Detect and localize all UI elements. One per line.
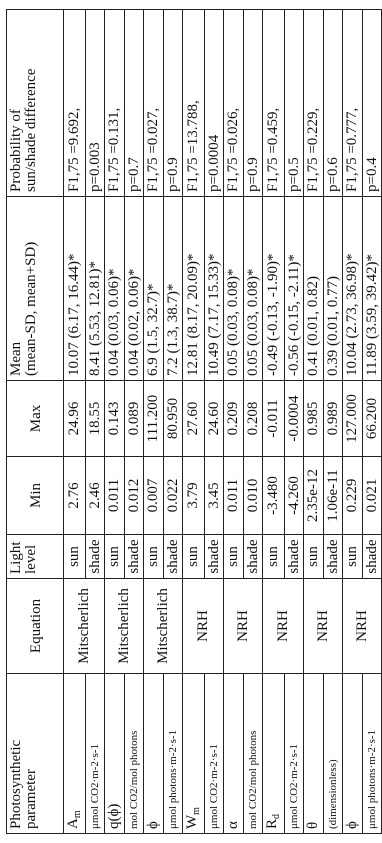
probability-f-stat: F1,75 =0.777, (343, 10, 363, 197)
header-row (7, 10, 64, 834)
min-value: 2.46 (86, 457, 105, 535)
min-value: 2.35e-12 (304, 457, 324, 535)
min-value: 0.010 (244, 457, 263, 535)
table-row (164, 10, 183, 834)
parameter-symbol (224, 674, 244, 834)
table-row (224, 10, 244, 834)
mean-value: 6.9 (1.5, 32.7)* (144, 197, 164, 381)
parameter-unit: mol CO2/mol photons (244, 674, 263, 834)
parameter-symbol-text: ϕ (344, 821, 360, 829)
parameter-symbol (105, 674, 125, 834)
light-level-shade: shade (86, 535, 105, 579)
mean-value: 0.39 (0.01, 0.77) (324, 197, 343, 381)
header-mean-line1: Mean (8, 341, 24, 376)
probability-p-value: p=0.9 (164, 10, 183, 197)
parameter-unit: μmol photons·m-2·s-1 (164, 674, 183, 834)
probability-p-value: p=0.5 (285, 10, 304, 197)
probability-f-stat: F1,75 =0.131, (105, 10, 125, 197)
parameter-unit: μmol photons·m-2·s-1 (363, 674, 382, 834)
header-parameter (7, 674, 64, 834)
header-parameter-line1: Photosynthetic (8, 739, 24, 829)
table-row (285, 10, 304, 834)
mean-value: 12.81 (8.17, 20.09)* (183, 197, 205, 381)
probability-p-value: p=0.4 (363, 10, 382, 197)
min-value: 0.021 (363, 457, 382, 535)
light-level-sun: sun (263, 535, 285, 579)
header-light-level (7, 535, 64, 579)
parameter-symbol-text: q(ϕ) (106, 803, 122, 829)
light-level-shade: shade (244, 535, 263, 579)
table-row (304, 10, 324, 834)
probability-f-stat: F1,75 =13.788, (183, 10, 205, 197)
min-value: 3.45 (205, 457, 224, 535)
mean-value: 10.07 (6.17, 16.44)* (64, 197, 86, 381)
parameter-unit: μmol CO2·m-2·s-1 (285, 674, 304, 834)
max-value: 24.96 (64, 381, 86, 457)
light-level-shade: shade (324, 535, 343, 579)
probability-p-value: p=0.0004 (205, 10, 224, 197)
header-probability (7, 10, 64, 197)
table-row (324, 10, 343, 834)
header-parameter-line2: parameter (23, 769, 39, 829)
max-value: 0.143 (105, 381, 125, 457)
parameter-symbol (144, 674, 164, 834)
mean-value: 7.2 (1.3, 38.7)* (164, 197, 183, 381)
light-level-sun: sun (343, 535, 363, 579)
probability-f-stat: F1,75 =0.027, (144, 10, 164, 197)
parameter-symbol (304, 674, 324, 834)
parameter-symbol-text: W (184, 814, 200, 829)
parameter-symbol (183, 674, 205, 834)
max-value: 127.000 (343, 381, 363, 457)
mean-value: -0.56 (-0.15, -2.11)* (285, 197, 304, 381)
max-value: 66.200 (363, 381, 382, 457)
light-level-sun: sun (64, 535, 86, 579)
table-row (183, 10, 205, 834)
table-row (86, 10, 105, 834)
parameter-symbol-text: ϕ (145, 821, 161, 829)
parameter-subscript: m (191, 807, 202, 815)
max-value: 24.60 (205, 381, 224, 457)
equation-cell: NRH (224, 579, 263, 674)
parameter-subscript: d (271, 813, 282, 819)
table-row (244, 10, 263, 834)
parameter-symbol (343, 674, 363, 834)
equation-cell: NRH (343, 579, 382, 674)
equation-cell: Mitscherlich (144, 579, 183, 674)
mean-value: 0.05 (0.03, 0.08)* (244, 197, 263, 381)
header-light-line2: level (23, 544, 39, 574)
mean-value: -0.49 (-0.13, -1.90)* (263, 197, 285, 381)
light-level-shade: shade (164, 535, 183, 579)
max-value: 18.55 (86, 381, 105, 457)
parameter-unit: mol CO2/mol photons (125, 674, 144, 834)
probability-f-stat: F1,75 =0.459, (263, 10, 285, 197)
table-row (64, 10, 86, 834)
table-row (263, 10, 285, 834)
mean-value: 10.49 (7.17, 15.33)* (205, 197, 224, 381)
min-value: 1.06e-11 (324, 457, 343, 535)
light-level-sun: sun (144, 535, 164, 579)
mean-value: 0.05 (0.03, 0.08)* (224, 197, 244, 381)
max-value: 27.60 (183, 381, 205, 457)
equation-cell: Mitscherlich (64, 579, 105, 674)
max-value: 0.208 (244, 381, 263, 457)
min-value: 0.011 (105, 457, 125, 535)
light-level-shade: shade (285, 535, 304, 579)
min-value: 0.011 (224, 457, 244, 535)
header-prob-line2: sun/shade difference (23, 68, 39, 192)
header-prob-line1: Probability of (8, 109, 24, 192)
parameter-symbol (263, 674, 285, 834)
header-mean (7, 197, 64, 381)
max-value: 0.985 (304, 381, 324, 457)
header-mean-line2: (mean-SD, mean+SD) (23, 241, 39, 376)
probability-f-stat: F1,75 =0.026, (224, 10, 244, 197)
light-level-sun: sun (304, 535, 324, 579)
light-level-shade: shade (205, 535, 224, 579)
mean-value: 11.89 (3.59, 39.42)* (363, 197, 382, 381)
light-level-sun: sun (224, 535, 244, 579)
mean-value: 10.04 (2.73, 36.98)* (343, 197, 363, 381)
light-level-shade: shade (125, 535, 144, 579)
max-value: -0.0004 (285, 381, 304, 457)
equation-cell: NRH (304, 579, 343, 674)
mean-value: 0.04 (0.03, 0.06)* (105, 197, 125, 381)
parameter-symbol-text: θ (305, 821, 321, 829)
mean-value: 0.04 (0.02, 0.06)* (125, 197, 144, 381)
equation-cell: Mitscherlich (105, 579, 144, 674)
equation-cell: NRH (183, 579, 224, 674)
probability-p-value: p=0.003 (86, 10, 105, 197)
parameter-unit: μmol CO2·m-2·s-1 (205, 674, 224, 834)
probability-p-value: p=0.7 (125, 10, 144, 197)
min-value: -4.260 (285, 457, 304, 535)
min-value: 0.229 (343, 457, 363, 535)
max-value: 0.989 (324, 381, 343, 457)
table-row (363, 10, 382, 834)
probability-p-value: p=0.9 (244, 10, 263, 197)
header-equation: Equation (7, 579, 64, 674)
min-value: 0.007 (144, 457, 164, 535)
table-row (125, 10, 144, 834)
table-row (205, 10, 224, 834)
mean-value: 8.41 (5.53, 12.81)* (86, 197, 105, 381)
parameter-symbol (64, 674, 86, 834)
min-value: -3.480 (263, 457, 285, 535)
mean-value: 0.41 (0.01, 0.82) (304, 197, 324, 381)
light-level-shade: shade (363, 535, 382, 579)
min-value: 0.022 (164, 457, 183, 535)
probability-p-value: p=0.6 (324, 10, 343, 197)
max-value: 111.200 (144, 381, 164, 457)
header-min: Min (7, 457, 64, 535)
max-value: 0.209 (224, 381, 244, 457)
header-light-line1: Light (8, 541, 24, 574)
equation-cell: NRH (263, 579, 304, 674)
table-body (64, 10, 382, 834)
probability-f-stat: F1,75 =9.692, (64, 10, 86, 197)
parameter-symbol-text: α (225, 821, 241, 829)
probability-f-stat: F1,75 =0.229, (304, 10, 324, 197)
table-row (144, 10, 164, 834)
parameter-symbol-text: R (264, 818, 280, 829)
min-value: 3.79 (183, 457, 205, 535)
light-level-sun: sun (183, 535, 205, 579)
photosynthetic-parameters-table (6, 9, 382, 834)
min-value: 2.76 (64, 457, 86, 535)
max-value: 0.089 (125, 381, 144, 457)
table-row (105, 10, 125, 834)
table-row (343, 10, 363, 834)
parameter-subscript: m (72, 810, 83, 819)
parameter-unit: (dimensionless) (324, 674, 343, 834)
header-max: Max (7, 381, 64, 457)
max-value: 80.950 (164, 381, 183, 457)
light-level-sun: sun (105, 535, 125, 579)
max-value: -0.011 (263, 381, 285, 457)
parameter-unit: μmol CO2·m-2·s-1 (86, 674, 105, 834)
parameter-symbol-text: A (65, 818, 81, 829)
min-value: 0.012 (125, 457, 144, 535)
